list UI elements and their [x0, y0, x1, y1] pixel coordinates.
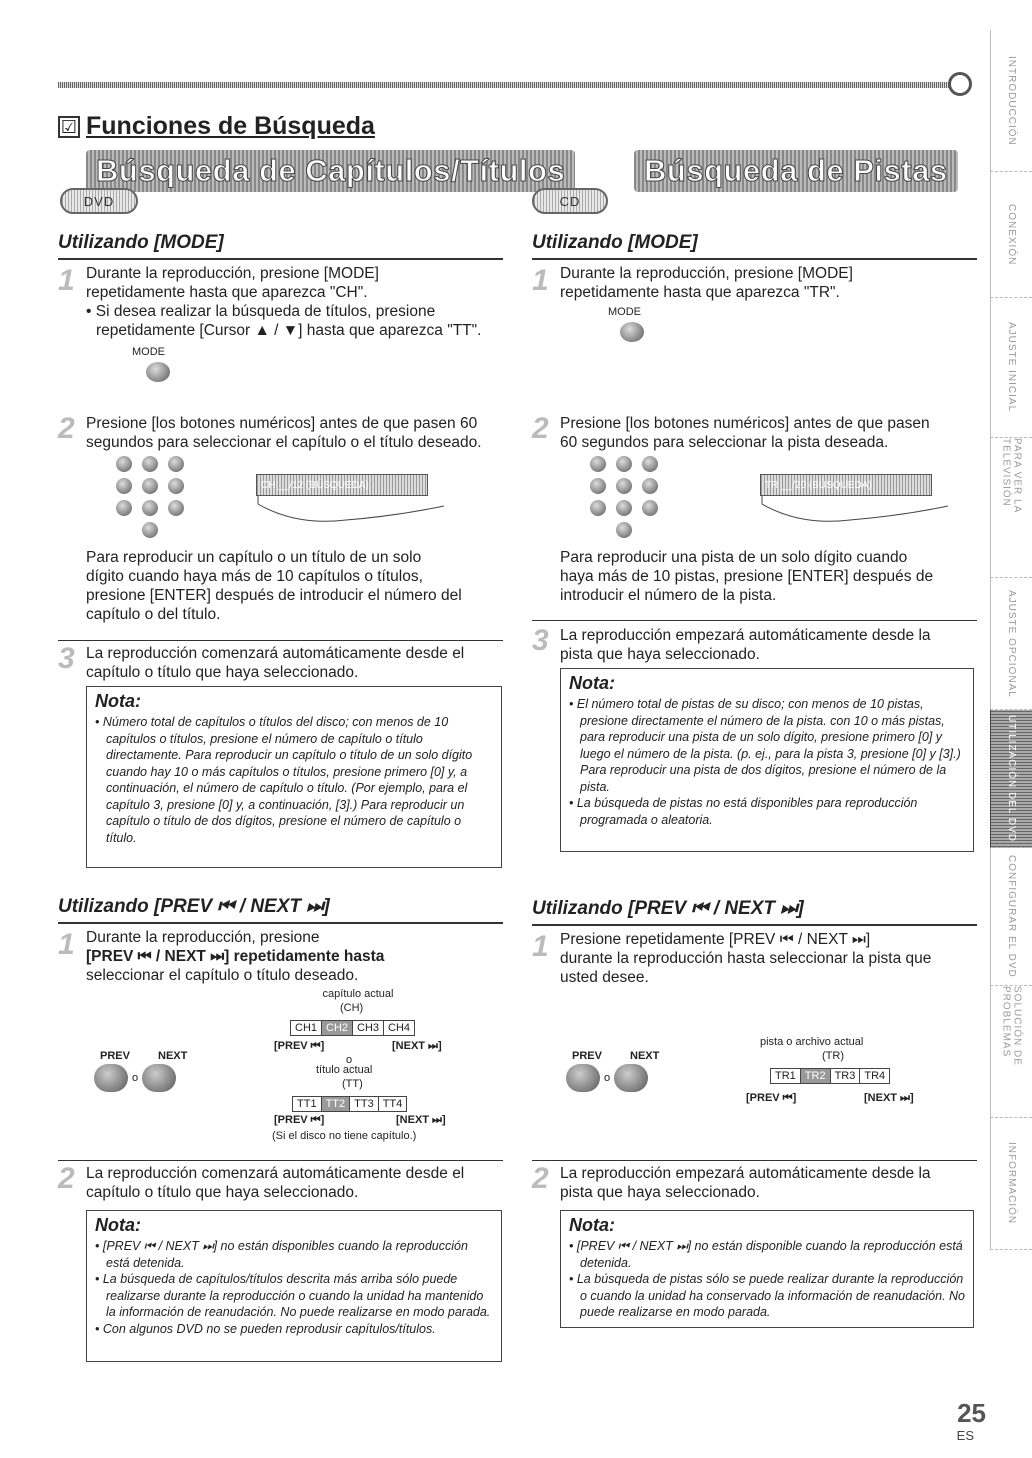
left-mode-step1 [86, 264, 506, 340]
divider [58, 1160, 503, 1161]
cap-actual-label: capítulo actual [322, 988, 394, 1000]
chapter-strip [290, 1020, 415, 1036]
left-prev-heading: Utilizando [PREV ⏮ / NEXT ⏭] [58, 896, 330, 917]
nota-item: • La búsqueda de pistas no está disponibles para reproducción programada o aleatoria. [569, 795, 965, 828]
nota-item: • [PREV ⏮ / NEXT ⏭] no están disponible cuando la reproducción está detenida. [569, 1238, 965, 1271]
next-button-icon [614, 1064, 648, 1092]
text-line: dígito cuando haya más de 10 capítulos o títulos, [86, 568, 423, 585]
dvd-badge: DVD [60, 188, 138, 214]
text-line: capítulo o título que haya seleccionado. [86, 664, 359, 681]
divider [532, 1160, 977, 1161]
text-line: haya más de 10 pistas, presione [ENTER] después de [560, 568, 934, 585]
nota-item: • La búsqueda de pistas sólo se puede realizar durante la reproducción o cuando la unidad ha conservado la información de reanudación. No puede realizarse en modo parada. [569, 1271, 965, 1321]
text-line: segundos para seleccionar el capítulo o el título deseado. [86, 434, 482, 451]
chapter-cell: CH1 [291, 1021, 322, 1035]
divider [532, 924, 977, 926]
left-mode-nota [86, 686, 502, 868]
next-button-label: NEXT [630, 1050, 660, 1062]
prev-button-icon [94, 1064, 128, 1092]
osd-screen: TR __/20 (BÚSQUEDA) [760, 474, 932, 496]
title-cell: TT1 [293, 1097, 322, 1111]
step-number: 2 [58, 1162, 75, 1195]
prev-next-buttons [566, 1064, 648, 1092]
text-line: La reproducción comenzará automáticamente desde el [86, 1165, 465, 1182]
divider [532, 620, 977, 621]
step-number: 1 [58, 264, 75, 297]
divider [58, 258, 503, 260]
text-line: seleccionar el capítulo o título deseado. [86, 967, 359, 984]
prev-label: [PREV ⏮] [746, 1092, 797, 1104]
side-tab-ajuste-inicial[interactable]: AJUSTE INICIAL [990, 298, 1032, 438]
text-line: capítulo o título que haya seleccionado. [86, 1184, 359, 1201]
text-line: introducir el número de la pista. [560, 587, 777, 604]
prev-button-label: PREV [100, 1050, 130, 1062]
left-mode-step2 [86, 414, 506, 452]
nota-item: • Con algunos DVD no se pueden reprodusir capítulos/títulos. [95, 1321, 493, 1338]
text-line: La reproducción empezará automáticamente desde la [560, 627, 931, 644]
step-number: 1 [532, 930, 549, 963]
left-mode-step3 [86, 644, 506, 682]
header-rule-circle [948, 72, 972, 96]
text-line: Para reproducir un capítulo o un título de un solo [86, 549, 422, 566]
page-title-text: Funciones de Búsqueda [86, 112, 375, 140]
right-banner: Búsqueda de Pistas [634, 150, 958, 192]
number-keypad-icon [116, 456, 196, 538]
title-strip [292, 1096, 407, 1112]
text-line: Presione repetidamente [PREV ⏮ / NEXT ⏭] [560, 931, 871, 948]
or-label: o [346, 1054, 353, 1066]
or-label: o [604, 1072, 611, 1084]
right-prev-step1 [560, 930, 972, 987]
tr-abbr: (TR) [822, 1050, 844, 1062]
side-tab-utilizacion-dvd[interactable]: UTILIZACIÓN DEL DVD [990, 710, 1032, 848]
cd-badge: CD [532, 188, 608, 214]
text-line: usted desee. [560, 969, 649, 986]
left-banner: Búsqueda de Capítulos/Títulos [86, 150, 575, 192]
divider [58, 640, 503, 641]
text-line: 60 segundos para seleccionar la pista deseada. [560, 434, 889, 451]
page-title [58, 112, 375, 141]
right-mode-heading: Utilizando [MODE] [532, 232, 698, 253]
next-button-icon [142, 1064, 176, 1092]
track-strip [770, 1068, 890, 1084]
right-mode-step2 [560, 414, 972, 452]
title-cell: TT3 [350, 1097, 379, 1111]
mode-label: MODE [132, 346, 165, 358]
right-prev-nota [560, 1210, 974, 1328]
track-cell: TR4 [864, 1070, 886, 1082]
text-line: Durante la reproducción, presione [86, 929, 320, 946]
step-number: 1 [532, 264, 549, 297]
nota-title: Nota: [95, 1215, 141, 1235]
no-chapter-note: (Si el disco no tiene capítulo.) [272, 1130, 417, 1142]
step-number: 3 [58, 642, 75, 675]
text-line: Para reproducir una pista de un solo dígito cuando [560, 549, 908, 566]
text-line: [PREV ⏮ / NEXT ⏭] repetidamente hasta [86, 948, 385, 965]
right-mode-nota [560, 668, 974, 852]
title-cell-current: TT2 [322, 1097, 351, 1111]
text-line: Durante la reproducción, presione [MODE] [560, 265, 853, 282]
next-label: [NEXT ⏭] [392, 1040, 442, 1052]
pista-actual-label: pista o archivo actual [760, 1036, 864, 1048]
side-tab-ver-television[interactable]: PARA VER LA TELEVISIÓN [990, 438, 1032, 578]
title-cell: TT4 [382, 1098, 403, 1110]
step-number: 2 [532, 412, 549, 445]
side-tab-conexion[interactable]: CONEXIÓN [990, 172, 1032, 298]
side-tab-introduccion[interactable]: INTRODUCCIÓN [990, 30, 1032, 172]
left-mode-para [86, 548, 506, 624]
mode-button-icon [620, 322, 644, 342]
nota-title: Nota: [95, 691, 141, 711]
text-line: La reproducción empezará automáticamente desde la [560, 1165, 931, 1182]
ch-abbr: (CH) [340, 1002, 364, 1014]
text-line: • Si desea realizar la búsqueda de títulos, presione [86, 303, 436, 320]
left-prev-step1 [86, 928, 506, 985]
next-label: [NEXT ⏭] [864, 1092, 914, 1104]
text-line: presione [ENTER] después de introducir el número del [86, 587, 462, 604]
number-keypad-icon [590, 456, 670, 538]
text-line: Presione [los botones numéricos] antes de que pasen 60 [86, 415, 478, 432]
nota-title: Nota: [569, 673, 615, 693]
step-number: 1 [58, 928, 75, 961]
next-button-label: NEXT [158, 1050, 188, 1062]
step-number: 2 [58, 412, 75, 445]
step-number: 3 [532, 624, 549, 657]
chapter-cell: CH4 [388, 1022, 411, 1034]
mode-button-icon [146, 362, 170, 382]
tit-actual-label: título actual [316, 1064, 373, 1076]
right-mode-para [560, 548, 972, 605]
prev-label: [PREV ⏮] [274, 1040, 325, 1052]
right-mode-step1 [560, 264, 972, 302]
track-cell: TR3 [831, 1069, 861, 1083]
tv-outline [760, 496, 950, 528]
side-tab-ajuste-opcional[interactable]: AJUSTE OPCIONAL [990, 578, 1032, 710]
side-tab-informacion[interactable]: INFORMACIÓN [990, 1118, 1032, 1250]
text-line: pista que haya seleccionado. [560, 646, 760, 663]
prev-button-label: PREV [572, 1050, 602, 1062]
tv-outline [256, 496, 446, 528]
language-code: ES [956, 1428, 974, 1443]
right-prev-step2 [560, 1164, 972, 1202]
chapter-cell-current: CH2 [322, 1021, 353, 1035]
right-mode-step3 [560, 626, 972, 664]
prev-button-icon [566, 1064, 600, 1092]
nota-item: • La búsqueda de capítulos/títulos descrita más arriba sólo puede realizarse durante la reproducción o cuando la unidad ha mantenido la información de reanudación. No puede realizarse en modo parada. [95, 1271, 493, 1321]
nota-item: • El número total de pistas de su disco; con menos de 10 pistas, presione directamente el número de la pista. con 10 o más pistas, para reproducir una pista de un solo dígito, presione primero [0] y luego el número de la pista. (p. ej., para la pista 3, presione [0] y [3].) Para reproducir una pista de dos dígitos, presione el número de la pista. [569, 696, 965, 795]
page-number: 25 [957, 1398, 986, 1428]
header-rule [58, 82, 963, 88]
tt-abbr: (TT) [342, 1078, 363, 1090]
text-line: repetidamente hasta que aparezca "CH". [86, 284, 368, 301]
divider [58, 922, 503, 924]
left-prev-step2 [86, 1164, 506, 1202]
prev-next-buttons [94, 1064, 176, 1092]
nota-title: Nota: [569, 1215, 615, 1235]
nota-item: • Número total de capítulos o títulos del disco; con menos de 10 capítulos o títulos, presione el número de capítulo o título directamente. Para reproducir un capítulo o título de un solo dígito cuando hay 10 o más capítulos o títulos, presione primero [0] y, a continuación, el número de capítulo o título. (Por ejemplo, para el capítulo 3, presione [0] y, a continuación, [3].) Para reproducir un capítulo o título de dos dígitos, presione el número de capítulo o título. [95, 714, 493, 846]
left-prev-nota [86, 1210, 502, 1362]
divider [532, 258, 977, 260]
text-line: capítulo o del título. [86, 606, 221, 623]
checkbox-icon: ☑ [58, 116, 80, 138]
prev-label: [PREV ⏮] [274, 1114, 325, 1126]
osd-screen: CH __/12 (BÚSQUEDA) [256, 474, 428, 496]
track-cell-current: TR2 [801, 1069, 831, 1083]
text-line: Presione [los botones numéricos] antes de que pasen [560, 415, 930, 432]
text-line: repetidamente [Cursor ▲ / ▼] hasta que aparezca "TT". [96, 322, 482, 339]
step-number: 2 [532, 1162, 549, 1195]
next-label: [NEXT ⏭] [396, 1114, 446, 1126]
side-tab-configurar-dvd[interactable]: CONFIGURAR EL DVD [990, 848, 1032, 986]
text-line: La reproducción comenzará automáticamente desde el [86, 645, 465, 662]
track-cell: TR1 [771, 1069, 801, 1083]
chapter-cell: CH3 [353, 1021, 384, 1035]
text-line: durante la reproducción hasta seleccionar la pista que [560, 950, 932, 967]
text-line: repetidamente hasta que aparezca "TR". [560, 284, 840, 301]
mode-label: MODE [608, 306, 641, 318]
text-line: Durante la reproducción, presione [MODE] [86, 265, 379, 282]
side-tab-solucion-problemas[interactable]: SOLUCIÓN DE PROBLEMAS [990, 986, 1032, 1118]
text-line: pista que haya seleccionado. [560, 1184, 760, 1201]
or-label: o [132, 1072, 139, 1084]
left-mode-heading: Utilizando [MODE] [58, 232, 224, 253]
right-prev-heading: Utilizando [PREV ⏮ / NEXT ⏭] [532, 898, 804, 919]
nota-item: • [PREV ⏮ / NEXT ⏭] no están disponibles cuando la reproducción está detenida. [95, 1238, 493, 1271]
